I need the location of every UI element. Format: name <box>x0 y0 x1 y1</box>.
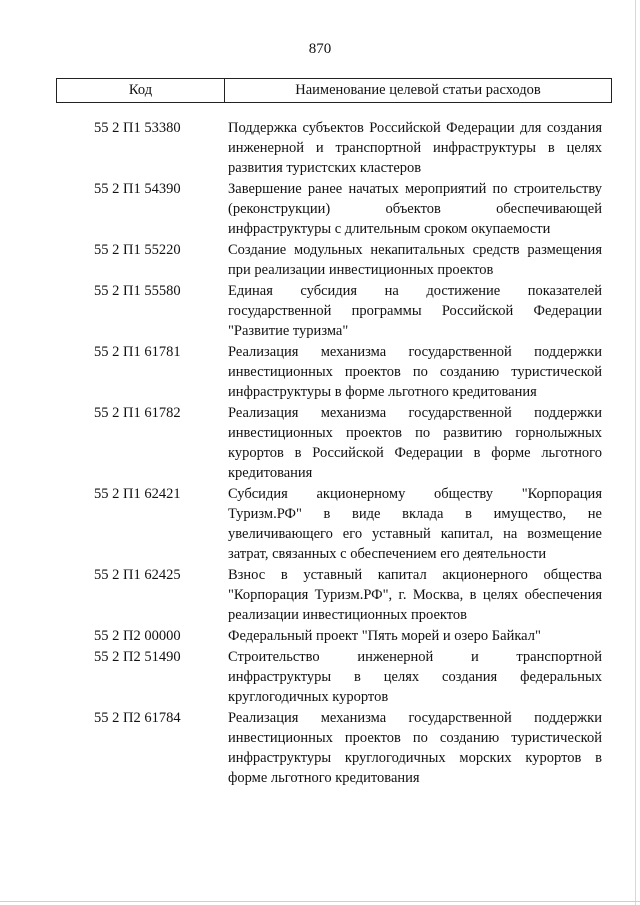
row-code: 55 2 П1 61782 <box>94 405 181 421</box>
row-code: 55 2 П1 62421 <box>94 486 181 502</box>
row-code: 55 2 П1 62425 <box>94 567 181 583</box>
table-row <box>0 281 640 341</box>
table-row <box>0 708 640 788</box>
table-row <box>0 484 640 564</box>
table-row <box>0 342 640 402</box>
row-code: 55 2 П2 00000 <box>94 628 181 644</box>
scan-bottom-line <box>0 901 640 902</box>
row-code: 55 2 П1 61781 <box>94 344 181 360</box>
row-description: Поддержка субъектов Российской Федерации для создания инженерной и транспортной инфраструктуры в целях развития туристских кластеров <box>228 120 602 176</box>
table-row <box>0 403 640 483</box>
header-code: Код <box>57 79 225 102</box>
table-row <box>0 565 640 625</box>
row-code: 55 2 П1 54390 <box>94 181 181 197</box>
table-body <box>0 118 640 789</box>
row-description: Строительство инженерной и транспортной инфраструктуры в целях создания федеральных круглогодичных курортов <box>228 649 602 705</box>
row-description: Федеральный проект "Пять морей и озеро Байкал" <box>228 628 541 644</box>
row-code: 55 2 П1 55580 <box>94 283 181 299</box>
row-description: Взнос в уставный капитал акционерного общества "Корпорация Туризм.РФ", г. Москва, в целях обеспечения реализации инвестиционных проектов <box>228 567 602 623</box>
row-description: Реализация механизма государственной поддержки инвестиционных проектов по созданию туристической инфраструктуры в форме льготного кредитования <box>228 344 602 400</box>
row-description: Реализация механизма государственной поддержки инвестиционных проектов по развитию горнолыжных курортов в Российской Федерации в форме льготного кредитования <box>228 405 602 481</box>
row-description: Субсидия акционерному обществу "Корпорация Туризм.РФ" в виде вклада в имущество, не увеличивающего его уставный капитал, на возмещение затрат, связанных с обеспечением его деятельности <box>228 486 602 562</box>
table-row <box>0 240 640 280</box>
table-row <box>0 118 640 178</box>
row-description: Реализация механизма государственной поддержки инвестиционных проектов по созданию туристической инфраструктуры круглогодичных морских курортов в форме льготного кредитования <box>228 710 602 786</box>
row-description: Единая субсидия на достижение показателей государственной программы Российской Федерации "Развитие туризма" <box>228 283 602 339</box>
table-row <box>0 626 640 646</box>
row-code: 55 2 П1 55220 <box>94 242 181 258</box>
row-code: 55 2 П2 61784 <box>94 710 181 726</box>
row-description: Завершение ранее начатых мероприятий по строительству (реконструкции) объектов обеспечивающей инфраструктуры с длительным сроком окупаемости <box>228 181 602 237</box>
row-code: 55 2 П1 53380 <box>94 120 181 136</box>
page-number: 870 <box>308 41 332 57</box>
row-code: 55 2 П2 51490 <box>94 649 181 665</box>
row-description: Создание модульных некапитальных средств размещения при реализации инвестиционных проектов <box>228 242 602 278</box>
header-name: Наименование целевой статьи расходов <box>295 82 541 98</box>
table-row <box>0 179 640 239</box>
table-header <box>56 78 612 103</box>
table-row <box>0 647 640 707</box>
scan-edge-line <box>635 0 636 905</box>
